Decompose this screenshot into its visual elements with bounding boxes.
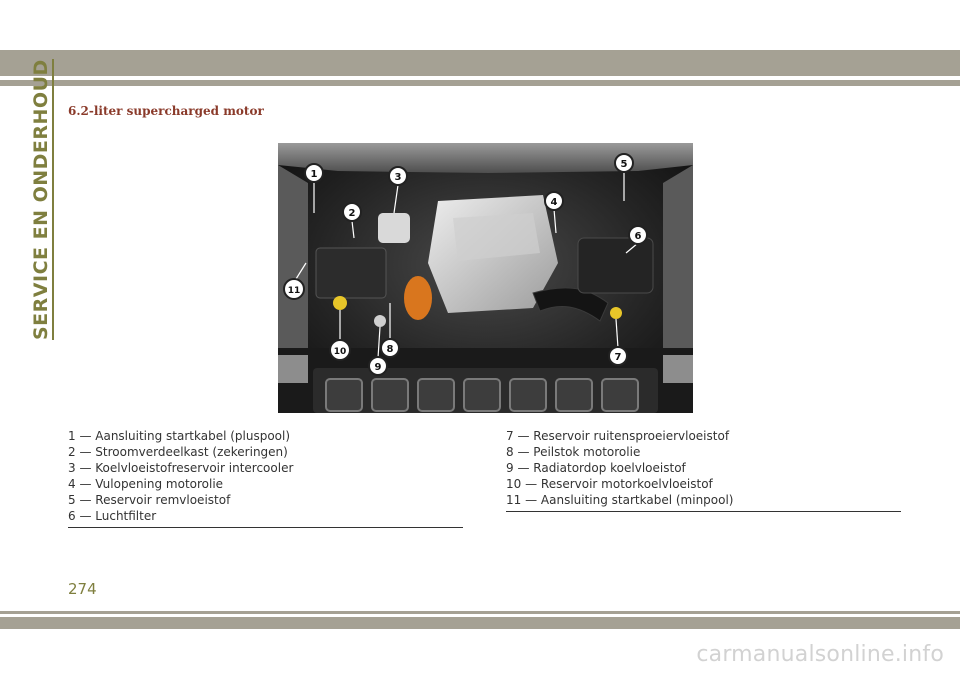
callout-5 <box>615 154 633 172</box>
callout-1 <box>305 164 323 182</box>
svg-text:9: 9 <box>374 362 382 373</box>
side-section-title: SERVICE EN ONDERHOUD <box>30 59 52 340</box>
bottom-band <box>0 617 960 629</box>
watermark: carmanualsonline.info <box>696 642 944 667</box>
svg-text:8: 8 <box>386 344 394 355</box>
legend-item: 8 — Peilstok motorolie <box>506 445 641 459</box>
callout-6 <box>629 226 647 244</box>
callout-7 <box>609 347 627 365</box>
svg-text:10: 10 <box>333 347 347 357</box>
callout-9 <box>369 357 387 375</box>
legend-rule <box>68 527 463 528</box>
top-band <box>0 50 960 76</box>
svg-text:5: 5 <box>620 159 628 170</box>
section-heading: 6.2-liter supercharged motor <box>68 104 264 118</box>
engine-bay-photo <box>278 143 693 413</box>
legend-rule <box>506 511 901 512</box>
legend-item: 6 — Luchtfilter <box>68 509 157 523</box>
callout-8 <box>381 339 399 357</box>
legend-item: 5 — Reservoir remvloeistof <box>68 493 231 507</box>
callout-3 <box>389 167 407 185</box>
callout-2 <box>343 203 361 221</box>
legend-item: 2 — Stroomverdeelkast (zekeringen) <box>68 445 288 459</box>
svg-text:7: 7 <box>614 352 622 363</box>
svg-text:2: 2 <box>348 208 356 219</box>
svg-text:1: 1 <box>310 169 318 180</box>
legend-left <box>68 428 463 528</box>
legend-right <box>506 428 901 512</box>
legend-item: 9 — Radiatordop koelvloeistof <box>506 461 686 475</box>
legend-item: 11 — Aansluiting startkabel (minpool) <box>506 493 734 507</box>
callout-4 <box>545 192 563 210</box>
callout-10 <box>330 340 350 360</box>
svg-text:6: 6 <box>634 231 642 242</box>
legend-item: 4 — Vulopening motorolie <box>68 477 224 491</box>
svg-text:11: 11 <box>287 286 301 296</box>
svg-text:3: 3 <box>394 172 402 183</box>
svg-text:4: 4 <box>550 197 558 208</box>
legend-item: 10 — Reservoir motorkoelvloeistof <box>506 477 713 491</box>
page-number: 274 <box>68 580 97 598</box>
callout-11 <box>284 279 304 299</box>
legend-item: 3 — Koelvloeistofreservoir intercooler <box>68 461 294 475</box>
top-band-thin <box>0 80 960 86</box>
engine-bay-illustration <box>278 143 693 413</box>
legend-item: 1 — Aansluiting startkabel (pluspool) <box>68 429 291 443</box>
legend-item: 7 — Reservoir ruitensproeiervloeistof <box>506 429 730 443</box>
bottom-band-thin <box>0 611 960 614</box>
